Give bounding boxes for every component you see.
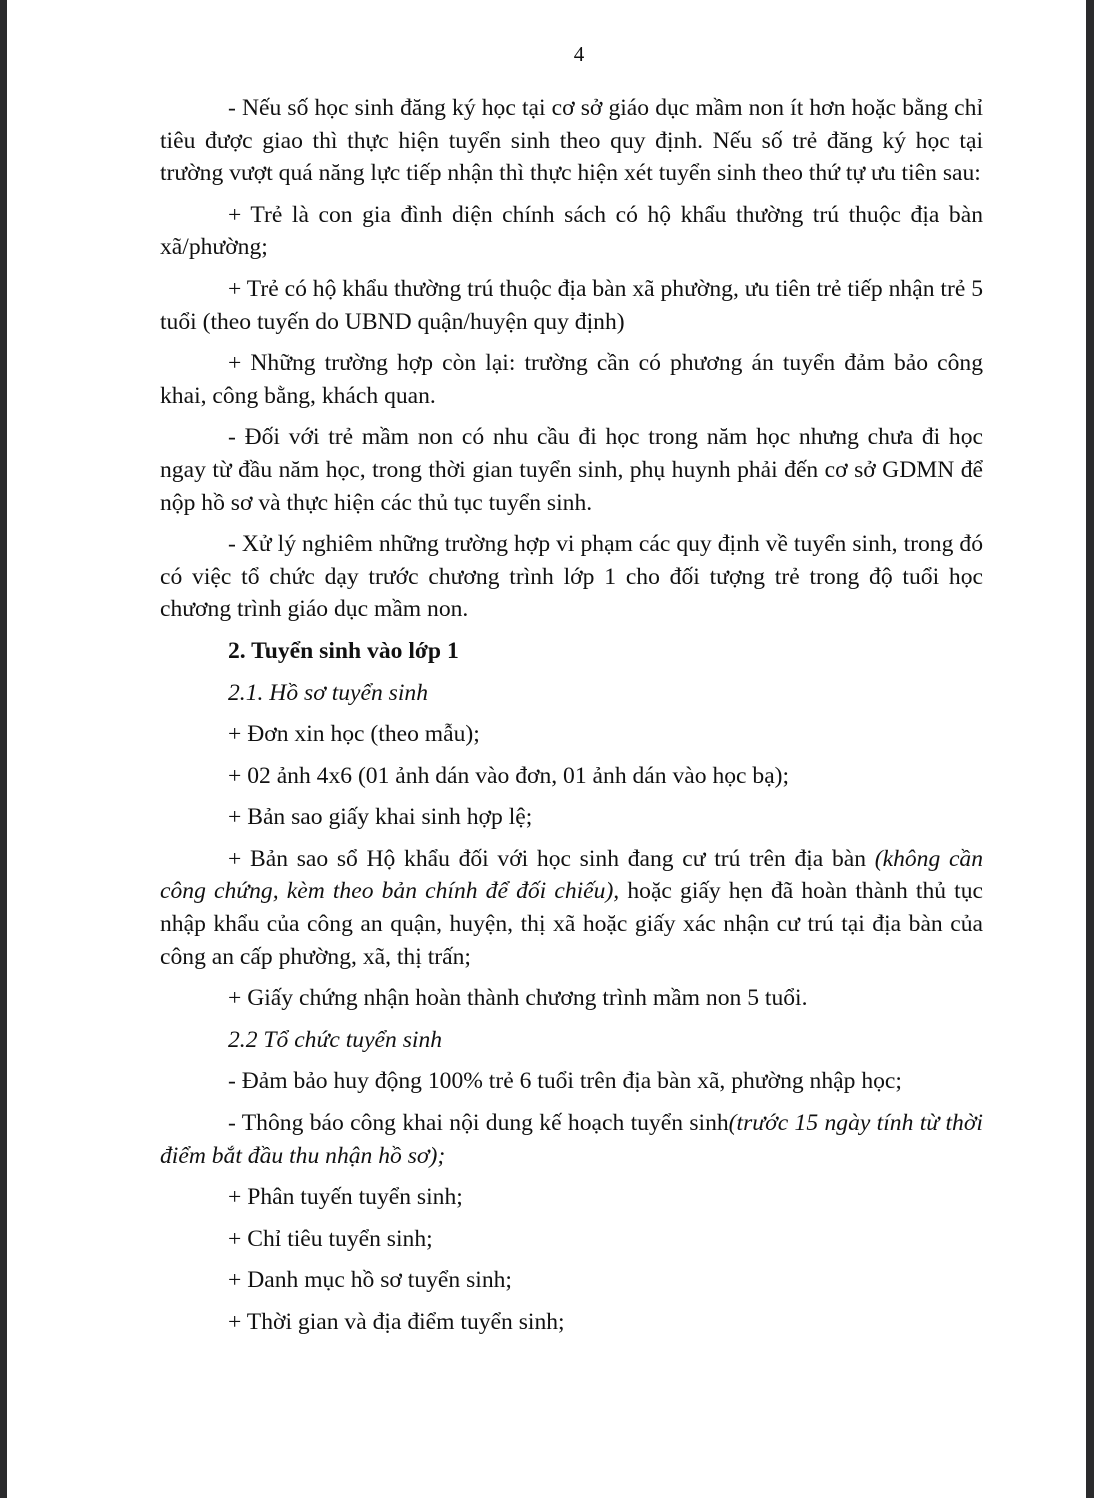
document-page bbox=[7, 0, 1086, 1498]
list-item-quota: + Chỉ tiêu tuyển sinh; bbox=[228, 1225, 433, 1252]
list-item-preschool-certificate: + Giấy chứng nhận hoàn thành chương trình mầm non 5 tuổi. bbox=[228, 985, 808, 1012]
paragraph-mobilization: - Đảm bảo huy động 100% trẻ 6 tuổi trên địa bàn xã, phường nhập học; bbox=[228, 1068, 902, 1095]
household-lead-text: + Bản sao sổ Hộ khẩu đối với học sinh đang cư trú trên địa bàn bbox=[228, 845, 875, 872]
list-item-photos: + 02 ảnh 4x6 (01 ảnh dán vào đơn, 01 ảnh dán vào học bạ); bbox=[228, 762, 790, 789]
section-heading-grade1: 2. Tuyển sinh vào lớp 1 bbox=[228, 637, 459, 664]
list-item-zoning: + Phân tuyến tuyển sinh; bbox=[228, 1184, 463, 1211]
subsection-heading-organization: 2.2 Tổ chức tuyển sinh bbox=[228, 1026, 443, 1053]
paragraph-enrollment-rule: - Nếu số học sinh đăng ký học tại cơ sở giáo dục mầm non ít hơn hoặc bằng chỉ tiêu được giao thì thực hiện tuyển sinh theo quy định. Nếu số trẻ đăng ký học tại trường vượt quá năng lực tiếp nhận thì thực hiện xét tuyển sinh theo thứ tự ưu tiên sau: bbox=[160, 95, 983, 187]
page-number: 4 bbox=[573, 42, 585, 66]
list-item-application-form: + Đơn xin học (theo mẫu); bbox=[228, 721, 480, 748]
paragraph-violations: - Xử lý nghiêm những trường hợp vi phạm các quy định về tuyển sinh, trong đó có việc tổ chức dạy trước chương trình lớp 1 cho đối tượng trẻ trong độ tuổi học chương trình giáo dục mầm non. bbox=[160, 531, 983, 623]
list-item-document-list: + Danh mục hồ sơ tuyển sinh; bbox=[228, 1267, 512, 1294]
paragraph-priority-policy-family: + Trẻ là con gia đình diện chính sách có hộ khẩu thường trú thuộc địa bàn xã/phường; bbox=[160, 201, 983, 261]
household-italic-note: (không cần công chứng, kèm theo bản chính để đối chiếu), bbox=[160, 845, 984, 905]
paragraph-mid-year-enrollment: - Đối với trẻ mầm non có nhu cầu đi học trong năm học nhưng chưa đi học ngay từ đầu năm học, trong thời gian tuyển sinh, phụ huynh phải đến cơ sở GDMN để nộp hồ sơ và thực hiện các thủ tục tuyển sinh. bbox=[160, 424, 983, 516]
list-item-time-place: + Thời gian và địa điểm tuyển sinh; bbox=[228, 1309, 565, 1335]
household-tail-text: hoặc giấy hẹn đã hoàn thành thủ tục nhập khẩu của công an quận, huyện, thị xã hoặc giấy xác nhận cư trú tại địa bàn của công an cấp phường, xã, thị trấn; bbox=[160, 878, 984, 970]
subsection-heading-documents: 2.1. Hồ sơ tuyển sinh bbox=[228, 679, 429, 706]
announcement-italic-note: (trước 15 ngày tính từ thời điểm bắt đầu thu nhận hồ sơ); bbox=[160, 1110, 983, 1169]
paragraph-priority-residence: + Trẻ có hộ khẩu thường trú thuộc địa bàn xã phường, ưu tiên trẻ tiếp nhận trẻ 5 tuổi (theo tuyến do UBND quận/huyện quy định) bbox=[160, 275, 983, 335]
list-item-household-register bbox=[160, 843, 983, 973]
document-body bbox=[160, 92, 983, 1339]
paragraph-public-announcement bbox=[160, 1107, 983, 1172]
announcement-lead-text: - Thông báo công khai nội dung kế hoạch tuyển sinh bbox=[228, 1110, 729, 1137]
paragraph-priority-remaining: + Những trường hợp còn lại: trường cần có phương án tuyển đảm bảo công khai, công bằng, khách quan. bbox=[160, 350, 983, 409]
list-item-birth-certificate: + Bản sao giấy khai sinh hợp lệ; bbox=[228, 804, 533, 831]
